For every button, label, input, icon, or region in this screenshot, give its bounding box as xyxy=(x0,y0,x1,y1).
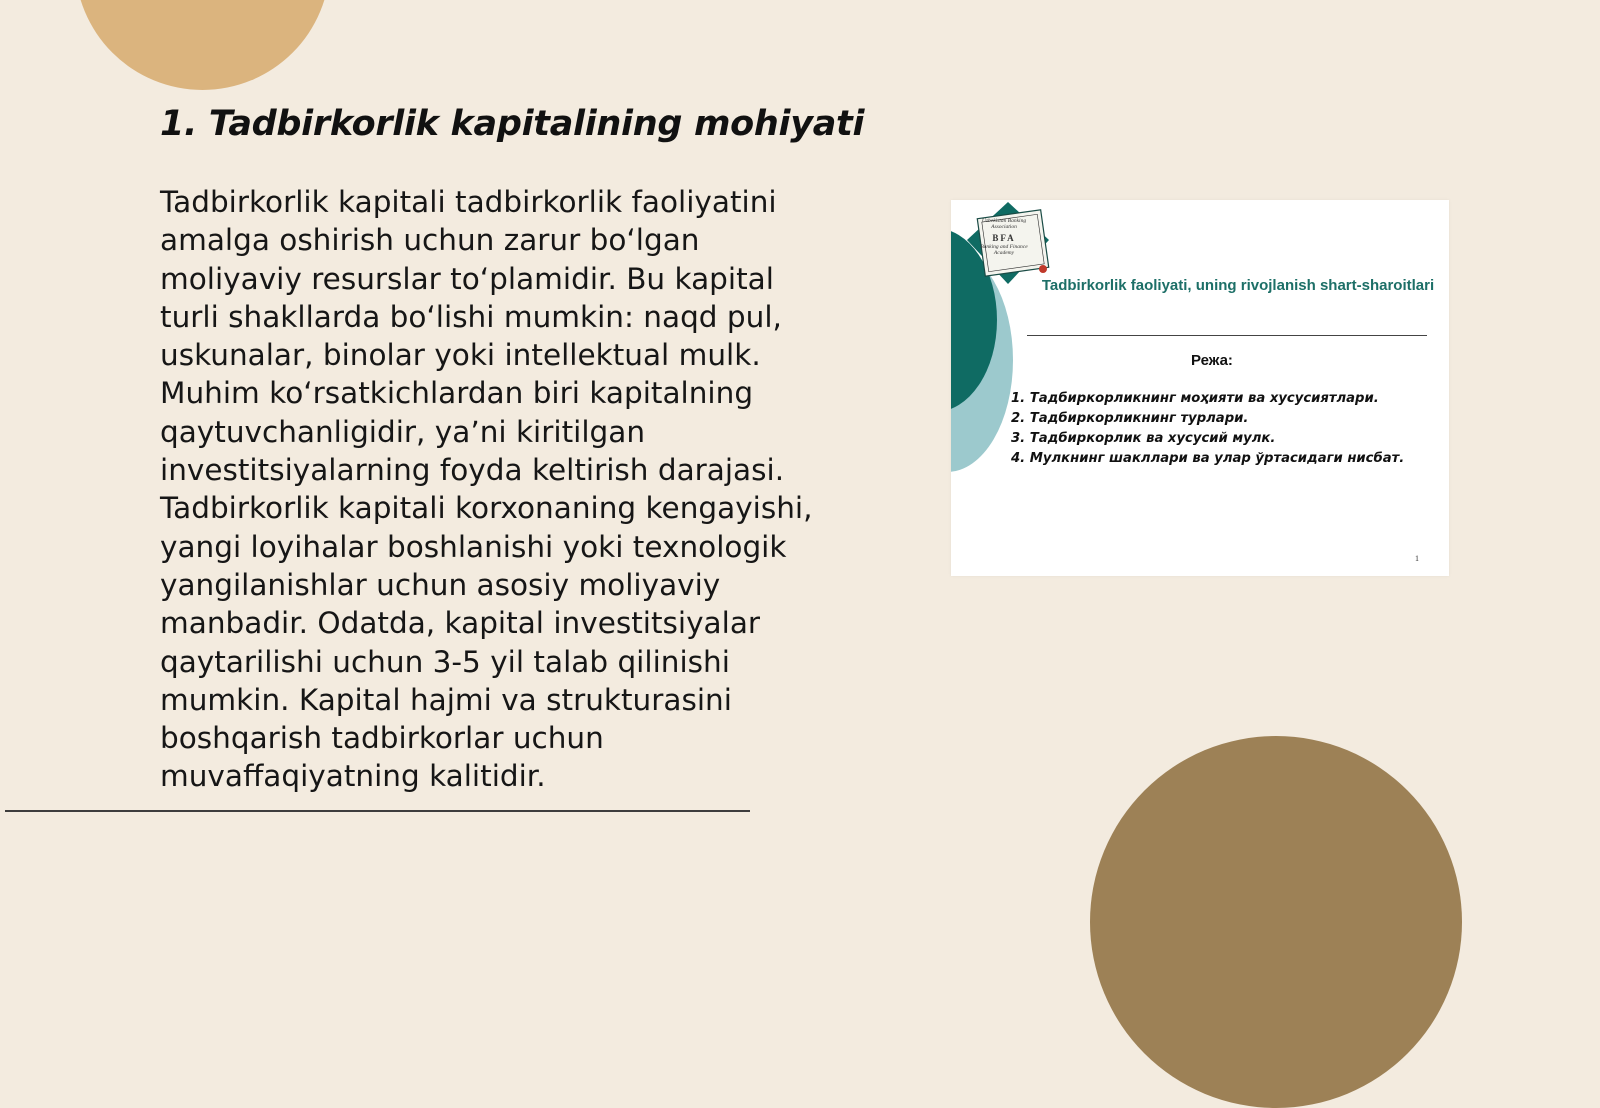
divider-line xyxy=(5,810,750,812)
slide-title: 1. Tadbirkorlik kapitalining mohiyati xyxy=(160,104,865,144)
logo-bottom-text: Banking and Finance Academy xyxy=(980,243,1028,256)
decorative-circle-top xyxy=(75,0,330,90)
plan-item: 2. Тадбиркорликнинг турлари. xyxy=(1011,411,1249,426)
embedded-slide-rule xyxy=(1027,335,1427,336)
plan-list xyxy=(1011,391,1421,471)
embedded-slide-title: Tadbirkorlik faoliyati, uning rivojlanish shart-sharoitlari xyxy=(1041,277,1435,294)
embedded-slide-image xyxy=(951,200,1449,576)
plan-item: 3. Тадбиркорлик ва хусусий мулк. xyxy=(1011,431,1276,446)
plan-item: 1. Тадбиркорликнинг моҳияти ва хусусиятлари. xyxy=(1011,391,1379,406)
plan-item: 4. Мулкнинг шакллари ва улар ўртасидаги нисбат. xyxy=(1011,451,1405,466)
slide-body-text: Tadbirkorlik kapitali tadbirkorlik faoliyatini amalga oshirish uchun zarur bo‘lgan moliyaviy resurslar to‘plamidir. Bu kapital turli shakllarda bo‘lishi mumkin: naqd pul, uskunalar, binolar yoki intellektual mulk. Muhim ko‘rsatkichlardan biri kapitalning qaytuvchanligidir, ya’ni kiritilgan investitsiyalarning foyda keltirish darajasi. Tadbirkorlik kapitali korxonaning kengayishi, yangi loyihalar boshlanishi yoki texnologik yangilanishlar uchun asosiy moliyaviy manbadir. Odatda, kapital investitsiyalar qaytarilishi uchun 3-5 yil talab qilinishi mumkin. Kapital hajmi va strukturasini boshqarish tadbirkorlar uchun muvaffaqiyatning kalitidir. xyxy=(160,185,813,794)
logo-abbreviation: BFA xyxy=(992,232,1016,243)
logo-top-text: Uzbekistan Banking Association xyxy=(981,218,1027,230)
plan-label: Режа: xyxy=(1191,352,1233,369)
logo-text xyxy=(973,219,1035,257)
embedded-page-number: 1 xyxy=(1415,554,1419,563)
decorative-circle-bottom xyxy=(1090,736,1462,1108)
